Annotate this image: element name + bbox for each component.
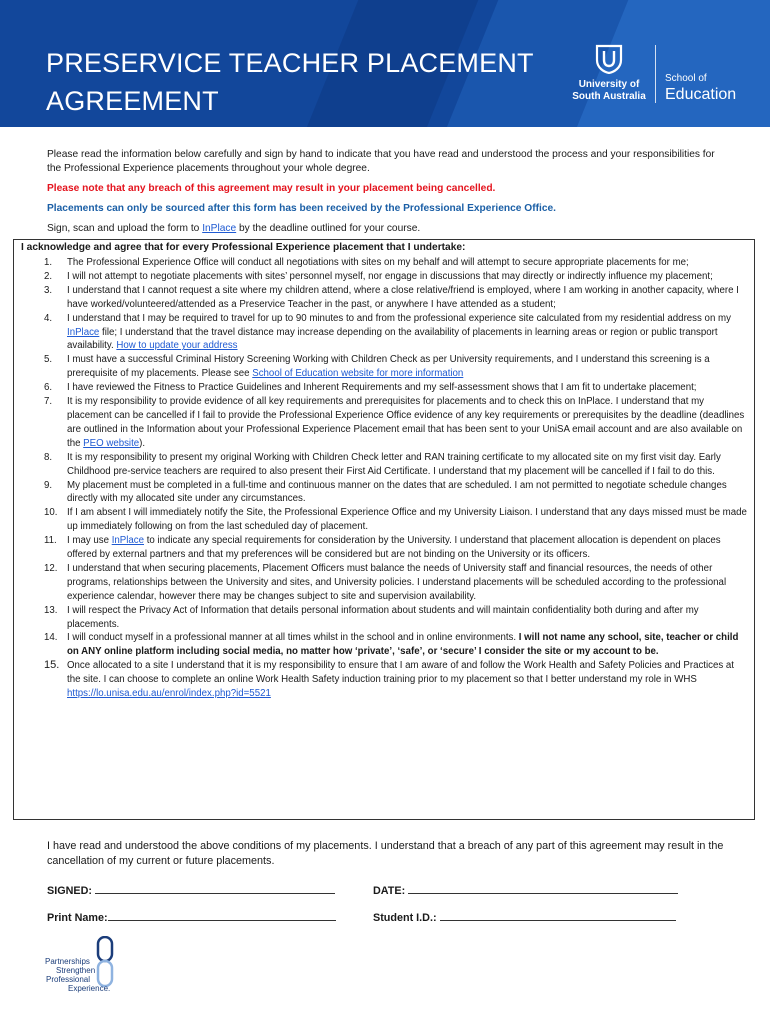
acknowledgement-text: I have read and understood the above conditions of my placements. I understand that a breach of any part of this agreement may result in the cancellation of my current or future placements. — [47, 840, 724, 867]
peo-website-link[interactable]: PEO website — [83, 437, 140, 449]
breach-warning: Please note that any breach of this agreement may result in your placement being cancelled. — [47, 183, 496, 194]
date-field[interactable]: DATE: — [373, 882, 678, 897]
update-address-link[interactable]: How to update your address — [116, 340, 238, 352]
partnerships-emblem-icon — [95, 936, 115, 988]
intro-paragraph: Please read the information below carefully and sign by hand to indicate that you have read and understood the process and your responsibilities for the Professional Experience placements throughout your whole degree. — [47, 149, 715, 174]
list-item: 4. I understand that I may be required to travel for up to 90 minutes to and from the professional experience site calculated from my residential address on my InPlace file; I understand that the travel distance may increase depending on the availability of placements in learning areas or region or public transport availability. How to update your address — [44, 312, 731, 352]
inplace-link[interactable]: InPlace — [67, 326, 100, 338]
sourcing-notice: Placements can only be sourced after this form has been received by the Professional Experience Office. — [47, 203, 556, 214]
list-item: 9. My placement must be completed in a full-time and continuous manner on the dates that are scheduled. I am not permitted to negotiate schedule changes directly with my allocated site under any circumstances. — [44, 479, 727, 505]
university-name: University of South Australia — [572, 79, 646, 102]
list-item: 13. I will respect the Privacy Act of Information that details personal information about students and will maintain confidentiality both during and after my placements. — [44, 604, 699, 630]
agreement-box — [13, 239, 755, 820]
list-item: 10. If I am absent I will immediately notify the Site, the Professional Experience Office and my University Liaison. I understand that any days missed must be made up immediately following on from the last scheduled day of placement. — [44, 507, 747, 533]
list-item: 14. I will conduct myself in a professional manner at all times whilst in the school and in online environments. I will not name any school, site, teacher or child on ANY online platform including social media, no matter how ‘private’, ‘safe’, or ‘secure’ I consider the site or my account to be. — [44, 632, 739, 658]
unisa-logo-icon — [595, 44, 623, 74]
inplace-link[interactable]: InPlace — [202, 223, 237, 234]
list-item: 12. I understand that when securing placements, Placement Officers must balance the needs of University staff and financial resources, the needs of other programs, relationships between the University and sites, and University policies. I understand placements will be scheduled according to the professional experience calendar, however there may be changes subject to site and supervision availability. — [44, 562, 727, 602]
list-item: 5. I must have a successful Criminal History Screening Working with Children Check as per University requirements, and I understand this screening is a prerequisite of my placements. Please see School of Education website for more information — [44, 354, 710, 380]
title-line-1: PRESERVICE TEACHER PLACEMENT — [46, 48, 534, 78]
page-title — [46, 44, 534, 120]
school-website-link[interactable]: School of Education website for more information — [252, 368, 464, 380]
partnerships-logo: Partnerships Strengthen Professional Experience. — [45, 936, 125, 992]
list-item: 3. I understand that I cannot request a site where my children attend, where a close relative/friend is employed, where I am working in another capacity, where I have worked/volunteered/attended as a Preservice Teacher in the past, or anywhere I have attended as a student; — [44, 284, 739, 310]
list-item: 11. I may use InPlace to indicate any special requirements for consideration by the University. I understand that placement allocation is dependent on places offered by external partners and that my preferences will be considered but are not binding on the University or its officers. — [44, 535, 721, 561]
list-item: 15. Once allocated to a site I understand that it is my responsibility to ensure that I am aware of and follow the Work Health and Safety Policies and Practices at the site. I can choose to complete an online Work Health Safety induction training prior to my placement so that I better understand my role in WHS https://lo.unisa.edu.au/enrol/index.php?id=5521 — [44, 659, 734, 700]
print-name-field[interactable]: Print Name: — [47, 909, 336, 924]
title-line-2: AGREEMENT — [46, 86, 219, 116]
list-item: 8. It is my responsibility to present my original Working with Children Check letter and RAN training certificate to my allocated site on my first visit day. Early Childhood pre-service teachers are required to also present their First Aid Certificate. I understand that my placement will be cancelled if I fail to do this. — [44, 451, 721, 477]
student-id-field[interactable]: Student I.D.: — [373, 909, 676, 924]
inplace-link[interactable]: InPlace — [111, 535, 144, 547]
list-item: 6. I have reviewed the Fitness to Practice Guidelines and Inherent Requirements and my self-assessment shows that I am fit to undertake placement; — [44, 382, 697, 394]
page-header — [0, 0, 770, 127]
list-item: 2. I will not attempt to negotiate placements with sites’ personnel myself, nor engage in discussions that may directly or indirectly influence my placement; — [44, 270, 713, 282]
school-of-label: School of — [665, 73, 707, 84]
agreement-list — [14, 256, 754, 701]
list-item: 1. The Professional Experience Office will conduct all negotiations with sites on my behalf and will attempt to secure appropriate placements for me; — [44, 257, 689, 268]
education-label: Education — [665, 86, 737, 103]
whs-training-link[interactable]: https://lo.unisa.edu.au/enrol/index.php?id=5521 — [67, 688, 271, 700]
logo-divider — [655, 45, 656, 103]
upload-instruction: Sign, scan and upload the form to InPlace by the deadline outlined for your course. — [47, 223, 421, 234]
list-item: 7. It is my responsibility to provide evidence of all key requirements and prerequisites for placements and to check this on InPlace. I understand that my placement can be cancelled if I fail to provide the Professional Experience Office evidence of any key requirements or prerequisites by the deadline (deadlines are outlined in the Information about your Professional Experience Placement email that has been sent to your UniSA email account and are also available on the PEO website). — [44, 396, 745, 449]
agreement-heading: I acknowledge and agree that for every Professional Experience placement that I undertake: — [21, 242, 466, 253]
signed-field[interactable]: SIGNED: — [47, 882, 335, 897]
